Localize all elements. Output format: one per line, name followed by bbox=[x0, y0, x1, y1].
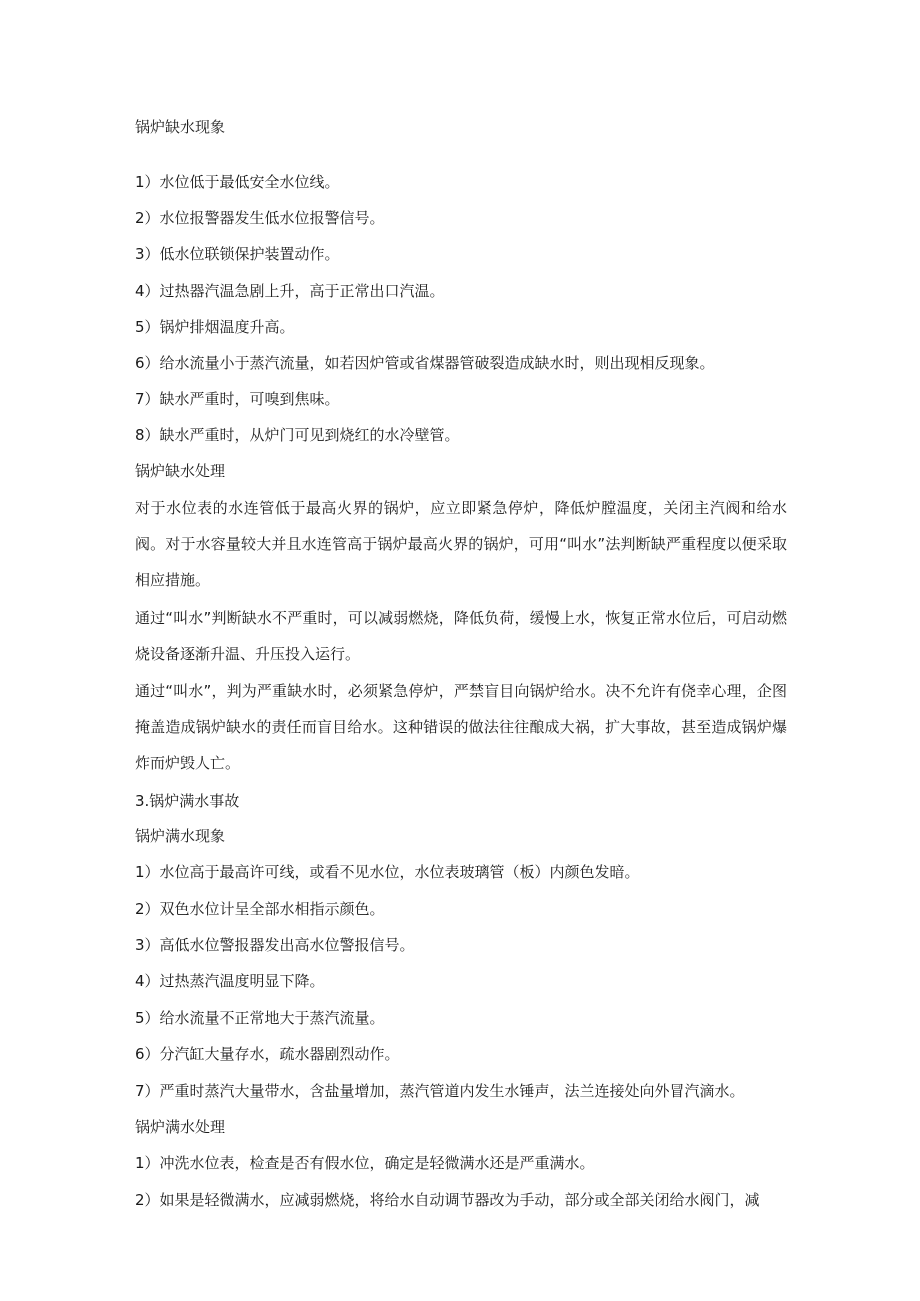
list-item: 8）缺水严重时，从炉门可见到烧红的水冷壁管。 bbox=[135, 426, 460, 444]
list-item: 4）过热蒸汽温度明显下降。 bbox=[135, 972, 325, 990]
paragraph: 通过“叫水”判断缺水不严重时，可以减弱燃烧，降低负荷，缓慢上水，恢复正常水位后，可启动燃烧设备逐渐升温、升压投入运行。 bbox=[135, 609, 787, 663]
section-heading-low-water-symptoms: 锅炉缺水现象 bbox=[135, 118, 226, 136]
list-item: 2）水位报警器发生低水位报警信号。 bbox=[135, 209, 385, 227]
list-item: 2）如果是轻微满水，应减弱燃烧，将给水自动调节器改为手动，部分或全部关闭给水阀门，减 bbox=[135, 1191, 760, 1209]
section-heading-high-water-symptoms: 锅炉满水现象 bbox=[135, 827, 226, 845]
list-item: 6）分汽缸大量存水，疏水器剧烈动作。 bbox=[135, 1045, 400, 1063]
section-title-high-water-accident: 3.锅炉满水事故 bbox=[135, 792, 240, 810]
list-item: 3）高低水位警报器发出高水位警报信号。 bbox=[135, 936, 415, 954]
list-item: 1）冲洗水位表，检查是否有假水位，确定是轻微满水还是严重满水。 bbox=[135, 1154, 595, 1172]
section-heading-high-water-handling: 锅炉满水处理 bbox=[135, 1118, 226, 1136]
paragraph: 对于水位表的水连管低于最高火界的锅炉，应立即紧急停炉，降低炉膛温度，关闭主汽阀和给水阀。对于水容量较大并且水连管高于锅炉最高火界的锅炉，可用“叫水”法判断缺严重程度以便采取相应措施。 bbox=[135, 499, 787, 589]
list-item: 3）低水位联锁保护装置动作。 bbox=[135, 245, 340, 263]
list-item: 1）水位高于最高许可线，或看不见水位，水位表玻璃管（板）内颜色发暗。 bbox=[135, 863, 640, 881]
list-item: 5）锅炉排烟温度升高。 bbox=[135, 318, 295, 336]
section-heading-low-water-handling: 锅炉缺水处理 bbox=[135, 462, 226, 480]
list-item: 7）严重时蒸汽大量带水，含盐量增加，蒸汽管道内发生水锤声，法兰连接处向外冒汽滴水。 bbox=[135, 1082, 745, 1100]
list-item: 4）过热器汽温急剧上升，高于正常出口汽温。 bbox=[135, 282, 445, 300]
paragraph: 通过“叫水”，判为严重缺水时，必须紧急停炉，严禁盲目向锅炉给水。决不允许有侥幸心理，企图掩盖造成锅炉缺水的责任而盲目给水。这种错误的做法往往酿成大祸，扩大事故，甚至造成锅炉爆炸而炉毁人亡。 bbox=[135, 682, 787, 772]
list-item: 6）给水流量小于蒸汽流量，如若因炉管或省煤器管破裂造成缺水时，则出现相反现象。 bbox=[135, 354, 715, 372]
list-item: 2）双色水位计呈全部水相指示颜色。 bbox=[135, 900, 385, 918]
list-item: 1）水位低于最低安全水位线。 bbox=[135, 173, 340, 191]
list-item: 5）给水流量不正常地大于蒸汽流量。 bbox=[135, 1009, 385, 1027]
list-item: 7）缺水严重时，可嗅到焦味。 bbox=[135, 390, 340, 408]
